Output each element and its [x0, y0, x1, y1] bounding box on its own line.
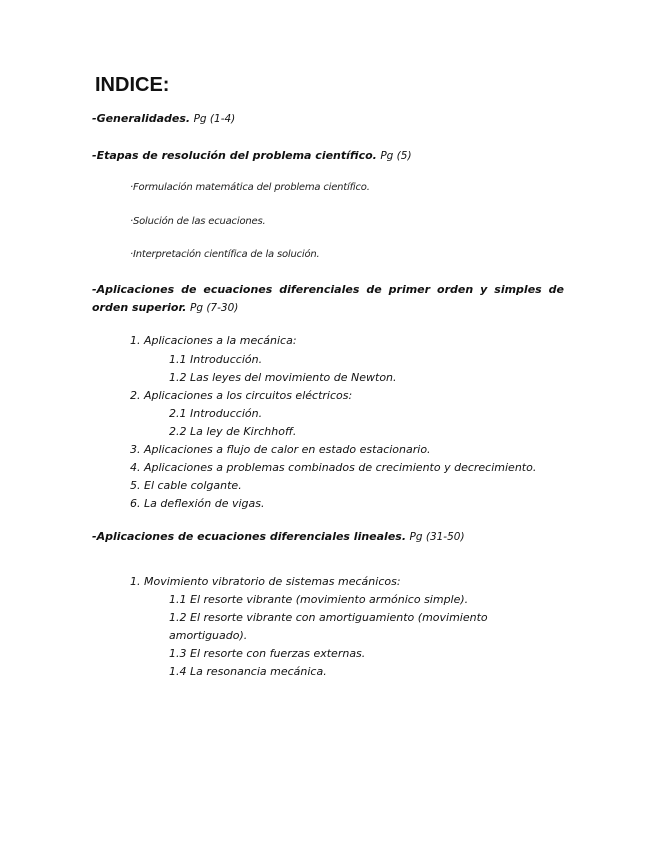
section-generalidades	[92, 110, 235, 128]
list-item: 1.2 El resorte vibrante con amortiguamiento (movimiento	[169, 611, 488, 624]
list-item: 4. Aplicaciones a problemas combinados de crecimiento y decrecimiento.	[130, 461, 537, 474]
section-title: -Aplicaciones de ecuaciones diferenciales de primer orden y simples de orden superior.	[92, 283, 564, 314]
section-pages: Pg (5)	[380, 150, 412, 162]
list-item: 1.1 Introducción.	[169, 353, 263, 366]
list-item: 1. Aplicaciones a la mecánica:	[130, 334, 297, 347]
list-item: ·Formulación matemática del problema científico.	[130, 182, 370, 193]
list-item: 1.1 El resorte vibrante (movimiento armónico simple).	[169, 593, 469, 606]
section-primer-orden	[92, 281, 564, 317]
list-item: 1. Movimiento vibratorio de sistemas mecánicos:	[130, 575, 401, 588]
list-item: 2. Aplicaciones a los circuitos eléctricos:	[130, 389, 353, 402]
list-item: 1.2 Las leyes del movimiento de Newton.	[169, 371, 397, 384]
section-title: -Generalidades.	[92, 112, 191, 125]
section-pages: Pg (31-50)	[409, 531, 465, 543]
list-item: 6. La deflexión de vigas.	[130, 497, 265, 510]
list-item: amortiguado).	[169, 629, 248, 642]
list-item: ·Interpretación científica de la solución.	[130, 249, 320, 260]
section-pages: Pg (1-4)	[193, 113, 236, 125]
list-item: 3. Aplicaciones a flujo de calor en estado estacionario.	[130, 443, 431, 456]
page-title: INDICE:	[95, 74, 170, 96]
section-title: -Etapas de resolución del problema científico.	[92, 149, 377, 162]
section-pages: Pg (7-30)	[189, 302, 239, 314]
list-item: 2.2 La ley de Kirchhoff.	[169, 425, 297, 438]
section-lineales	[92, 528, 465, 546]
list-item: ·Solución de las ecuaciones.	[130, 216, 266, 227]
list-item: 5. El cable colgante.	[130, 479, 242, 492]
list-item: 1.4 La resonancia mecánica.	[169, 665, 327, 678]
section-etapas	[92, 147, 412, 165]
list-item: 1.3 El resorte con fuerzas externas.	[169, 647, 366, 660]
list-item: 2.1 Introducción.	[169, 407, 263, 420]
section-title: -Aplicaciones de ecuaciones diferenciales lineales.	[92, 530, 407, 543]
